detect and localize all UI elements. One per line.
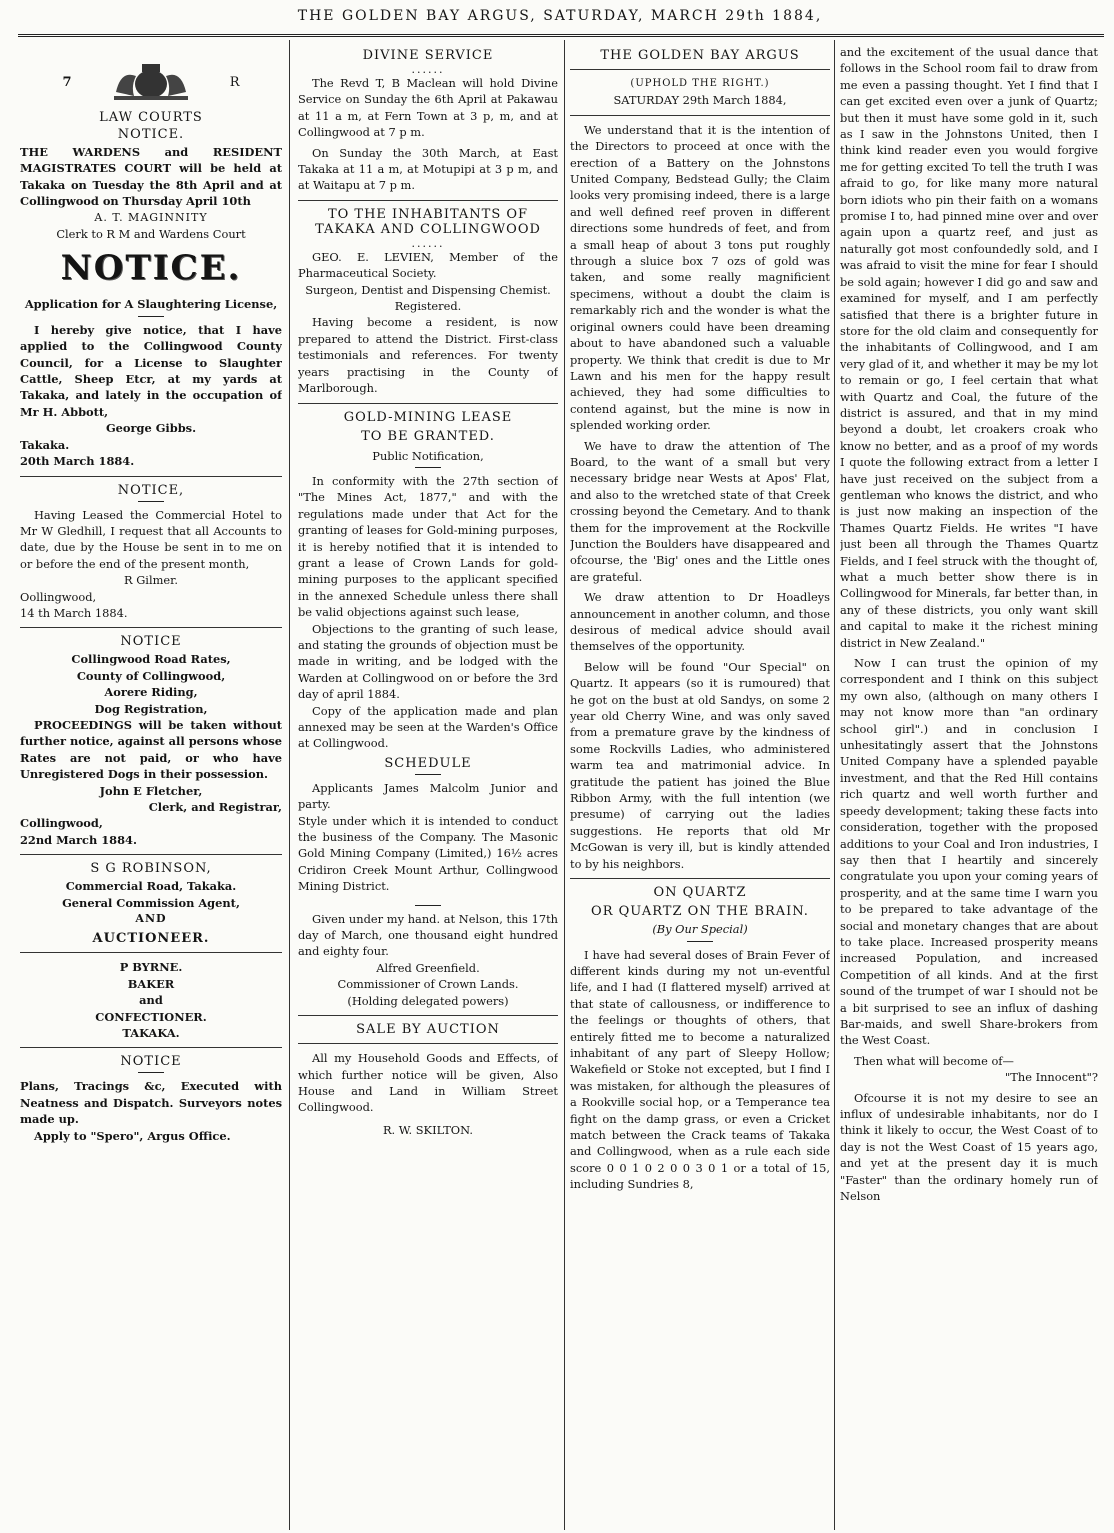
rates-notice-line-4: Dog Registration, bbox=[94, 701, 208, 716]
editorial-masthead: THE GOLDEN BAY ARGUS bbox=[600, 48, 800, 63]
masthead: THE GOLDEN BAY ARGUS, SATURDAY, MARCH 29th 1884, bbox=[297, 8, 823, 24]
given-signatory-title: Commissioner of Crown Lands. bbox=[337, 977, 519, 992]
divider bbox=[687, 941, 713, 942]
masthead-rule bbox=[18, 34, 1104, 37]
rates-notice-heading: NOTICE bbox=[120, 634, 182, 650]
editorial-date: SATURDAY 29th March 1884, bbox=[613, 93, 787, 108]
given-under-hand-paragraph: Given under my hand. at Nelson, this 17th day of March, one thousand eight hundred and eighty four. bbox=[298, 911, 558, 959]
schedule-paragraph-1: Applicants James Malcolm Junior and party. bbox=[298, 780, 558, 812]
quartz-innocent-line: "The Innocent"? bbox=[1005, 1070, 1098, 1085]
schedule-paragraph-2: Style under which it is intended to conduct the business of the Company. The Masonic Gold Mining Company (Limited,) 16½ acres Cridiron Creek Mount Arthur, Collingwood Mining District. bbox=[298, 813, 558, 894]
divider bbox=[415, 905, 441, 906]
hotel-notice-heading: NOTICE, bbox=[117, 482, 185, 498]
gold-lease-paragraph-2: Objections to the granting of such lease, and stating the grounds of objection must be made in writing, and be lodged with the Warden at Collingwood on or before the 3rd day of april 1884. bbox=[298, 621, 558, 702]
rates-notice-line-3: Aorere Riding, bbox=[104, 685, 198, 700]
divine-service-heading: DIVINE SERVICE bbox=[362, 48, 494, 63]
section-rule bbox=[570, 115, 830, 116]
divine-service-paragraph-2: On Sunday the 30th March, at East Takaka at 11 a m, at Motupipi at 3 p m, and at Waitapu at 7 p m. bbox=[298, 145, 558, 193]
rates-notice-line-1: Collingwood Road Rates, bbox=[71, 652, 231, 667]
robinson-ad-trade: General Commission Agent, bbox=[62, 895, 240, 910]
column-2 bbox=[298, 44, 558, 1524]
royal-crest bbox=[20, 62, 282, 106]
section-rule bbox=[298, 1015, 558, 1016]
divider bbox=[415, 774, 441, 775]
slaughter-license-place: Takaka. bbox=[20, 437, 70, 452]
hotel-notice-date: 14 th March 1884. bbox=[20, 605, 128, 620]
slaughter-license-signatory: George Gibbs. bbox=[105, 421, 197, 436]
column-rule-2 bbox=[564, 40, 565, 1530]
divider bbox=[138, 316, 164, 317]
column-rule-1 bbox=[289, 40, 290, 1530]
section-rule bbox=[20, 627, 282, 628]
plans-notice-apply: Apply to "Spero", Argus Office. bbox=[34, 1128, 231, 1143]
given-signatory: Alfred Greenfield. bbox=[376, 960, 480, 975]
editorial-motto: (UPHOLD THE RIGHT.) bbox=[630, 78, 770, 89]
section-rule bbox=[298, 1043, 558, 1044]
gold-lease-heading-1: GOLD-MINING LEASE bbox=[343, 409, 513, 425]
crest-right-letter: R bbox=[229, 74, 240, 90]
levien-ad-line-1: GEO. E. LEVIEN, Member of the Pharmaceutical Society. bbox=[298, 249, 558, 281]
divider bbox=[415, 467, 441, 468]
robinson-ad-and: AND bbox=[135, 912, 167, 926]
column-4 bbox=[840, 44, 1098, 1524]
hotel-notice-body: Having Leased the Commercial Hotel to Mr W Gledhill, I request that all Accounts to date, due by the House be sent in to me on or before the end of the present month, bbox=[20, 507, 282, 571]
notice-banner: NOTICE. bbox=[60, 248, 242, 289]
column-rule-3 bbox=[834, 40, 835, 1530]
rates-notice-signatory-title: Clerk, and Registrar, bbox=[148, 800, 282, 814]
byrne-ad-name: P BYRNE. bbox=[119, 960, 183, 975]
section-rule bbox=[20, 476, 282, 477]
byrne-ad-line-1: BAKER bbox=[127, 976, 175, 991]
quartz-heading-2: OR QUARTZ ON THE BRAIN. bbox=[591, 904, 809, 920]
coat-of-arms-icon bbox=[96, 62, 206, 102]
byrne-ad-line-2: and bbox=[139, 993, 163, 1008]
robinson-ad-auctioneer: AUCTIONEER. bbox=[92, 931, 210, 947]
quartz-paragraph-2: and the excitement of the usual dance that follows in the School room fail to draw from me even a passing thought. Yet I find that I can get excited even over a junk of Quartz; but then it must have some gold in it, such as I saw in the Johnstons United, then I think kind reader even you would forgive me for getting excited To tell the truth I was afraid to go, for like many more natural born idiots who pin their faith on a womans promise I to, had pinned mine over and over again upon a quartz reef, and just as naturally got most confoundedly sold, and I was afraid to visit the mine for fear I should be sold again; however I did go and saw and examined for myself, and I am perfectly satisfied that there is a brighter future in store for the old claim and consequently for the inhabitants of Collingwood, and I am very glad of it, and whether it may be my lot to remain or go, I feel certain that what with Quartz and Coal, the future of the district is assured, and that in my mind beyond a doubt, let croakers croak who know no better, and as a proof of my words I quote the following extract from a letter I have just received on the subject from a gentleman who knows the district, and who is just now making an inspection of the Thames Quartz Fields. He writes "I have just been all through the Thames Quartz Fields, and I feel struck with the thought of, what a much better show there is in Collingwood for Minerals, far better than, in any of these districts, you only want skill and capital to make it the richest mining district in New Zealand." bbox=[840, 45, 1098, 650]
section-rule bbox=[298, 403, 558, 404]
quartz-heading-1: ON QUARTZ bbox=[653, 885, 747, 901]
levien-ad-line-2: Surgeon, Dentist and Dispensing Chemist. Registered. bbox=[305, 282, 551, 314]
given-signatory-powers: (Holding delegated powers) bbox=[347, 993, 509, 1008]
law-notice-signatory: A. T. MAGINNITY bbox=[94, 210, 208, 224]
rates-notice-date: 22nd March 1884. bbox=[20, 832, 137, 847]
plans-notice-body: Plans, Tracings &c, Executed with Neatness and Dispatch. Surveyors notes made up. bbox=[20, 1079, 282, 1127]
column-1 bbox=[20, 44, 282, 1524]
law-notice-heading: NOTICE. bbox=[117, 127, 185, 142]
divine-service-paragraph-1: The Revd T, B Maclean will hold Divine Service on Sunday the 6th April at Pakawau at 11 a m, at Fern Town at 3 p, m, and at Collingwood at 7 p m. bbox=[298, 76, 558, 140]
crest-left-letter: 7 bbox=[62, 74, 72, 90]
rates-notice-line-2: County of Collingwood, bbox=[76, 668, 226, 683]
quartz-byline: (By Our Special) bbox=[652, 922, 748, 937]
law-courts-heading: LAW COURTS bbox=[99, 110, 203, 125]
section-rule bbox=[570, 878, 830, 879]
section-rule bbox=[570, 69, 830, 70]
section-rule bbox=[20, 854, 282, 855]
rates-notice-signatory: John E Fletcher, bbox=[99, 783, 203, 798]
divider bbox=[138, 501, 164, 502]
divider bbox=[138, 1072, 164, 1073]
slaughter-license-date: 20th March 1884. bbox=[20, 454, 135, 469]
gold-lease-paragraph-1: In conformity with the 27th section of "The Mines Act, 1877," and with the regulations made under that Act for the granting of leases for Gold-mining purposes, it is hereby notified that it is intended to grant a lease of Crown Lands for gold-mining purposes to the applicant specified in the annexed Schedule unless there shall be valid objections against such lease, bbox=[298, 473, 558, 620]
quartz-paragraph-5: Ofcourse it is not my desire to see an influx of undesirable inhabitants, nor do I think it likely to occur, the West Coast of to day is not the West Coast of 15 years ago, and yet at the present day it is much "Faster" than the ordinary homely run of Nelson bbox=[840, 1090, 1098, 1204]
dots-divider: ...... bbox=[411, 236, 445, 250]
sale-by-auction-paragraph: All my Household Goods and Effects, of which further notice will be given, Also House and Land in William Street Collingwood. bbox=[298, 1051, 558, 1115]
rates-notice-body: PROCEEDINGS will be taken without further notice, against all persons whose Rates are not paid, or who have Unregistered Dogs in their possession. bbox=[20, 717, 282, 782]
quartz-paragraph-1: I have had several doses of Brain Fever of different kinds during my not un-eventful life, and I had (I flattered myself) arrived at that state of callousness, or indifference to the feelings or thoughts of others, that entirely fitted me to become a naturalized inhabitant of any part of Sleepy Hollow; Wakefield or Stoke not excepted, but I find I was mistaken, for although the pleasures of a Rookville social hop, or a Temperance tea fight on the damp grass, or even a Cricket match between the Crack teams of Takaka and Collingwood, when as a rule each side score 0 0 1 0 2 0 0 3 0 1 or a total of 15, including Sundries 8, bbox=[570, 947, 830, 1192]
law-notice-signatory-title: Clerk to R M and Wardens Court bbox=[56, 227, 246, 242]
section-rule bbox=[20, 952, 282, 953]
gold-lease-paragraph-3: Copy of the application made and plan annexed may be seen at the Warden's Office at Collingwood. bbox=[298, 703, 558, 751]
hotel-notice-signatory: R Gilmer. bbox=[124, 573, 178, 588]
robinson-ad-name: S G ROBINSON, bbox=[90, 861, 212, 877]
section-rule bbox=[298, 200, 558, 201]
law-notice-body: THE WARDENS and RESIDENT MAGISTRATES COURT will be held at Takaka on Tuesday the 8th April and at Collingwood on Thursday April 10th bbox=[20, 145, 282, 209]
byrne-ad-line-4: TAKAKA. bbox=[122, 1026, 180, 1041]
sale-signatory: R. W. SKILTON. bbox=[382, 1122, 473, 1137]
section-rule bbox=[20, 1047, 282, 1048]
dots-divider: ...... bbox=[411, 63, 445, 76]
editorial-paragraph-4: Below will be found "Our Special" on Quartz. It appears (so it is rumoured) that he got on the bust at old Sandys, on some 2 year old Cherry Wine, and was only saved from a premature grave by the kindness of some Rockvills Ladies, who administered warm tea and matrimonial advice. In gratitude the patient has joined the Blue Ribbon Army, with the full intention (we presume) of carrying out the ladies suggestions. He reports that old Mr McGowan is very ill, but is kindly attended to by his neighbors. bbox=[570, 659, 830, 871]
hotel-notice-place: Oollingwood, bbox=[20, 589, 97, 604]
editorial-paragraph-1: We understand that it is the intention of the Directors to proceed at once with the erection of a Battery on the Johnstons United Company, Bedstead Gully; the Claim looks very promising indeed, there is a large and well defined reef proven in different directions some hundreds of feet, and from a small heap of about 3 tons put roughly through a sluice box 7 ozs of gold was taken, and some really magnificient specimens, without a doubt the claim is remarkably rich and the wonder is what the original owners could have been dreaming about to have abandoned such a valuable property. We think that credit is due to Mr Lawn and his men for the happy result achieved, they had some difficulties to contend against, but the mine is now in splended working order. bbox=[570, 122, 830, 433]
sale-by-auction-heading: SALE BY AUCTION bbox=[356, 1022, 500, 1038]
slaughter-license-heading: Application for A Slaughtering License, bbox=[24, 297, 278, 312]
gold-lease-subheading: Public Notification, bbox=[372, 448, 484, 463]
plans-notice-heading: NOTICE bbox=[120, 1054, 182, 1070]
inhabitants-heading: TO THE INHABITANTS OF TAKAKA AND COLLINGWOOD bbox=[315, 206, 541, 237]
robinson-ad-address: Commercial Road, Takaka. bbox=[65, 879, 237, 894]
schedule-heading: SCHEDULE bbox=[384, 755, 472, 771]
byrne-ad-line-3: CONFECTIONER. bbox=[95, 1009, 207, 1024]
quartz-paragraph-3: Now I can trust the opinion of my correspondent and I think on this subject my own also, (although on many others I may not know more than "an ordinary school girl".) and in conclusion I unhesitatingly assert that the Johnstons United Company have a splended payable investment, and that the Red Hill contains rich quartz and well worth further and speedy development; taking these facts into consideration, together with the proposed additions to your Coal and Iron industries, I say then that I heartily and sincerely congratulate you upon your coming years of prosperity, and at the same time I warn you to be prepared to take advantage of the social and monetary changes that are about to take place. Increased prosperity means increased Population, and increased Competition of all kinds. And at the first sound of the trumpet of war I should not be a bit surprised to see an influx of dashing Bar-maids, and swell Share-brokers from the West Coast. bbox=[840, 656, 1098, 1048]
editorial-paragraph-3: We draw attention to Dr Hoadleys announcement in another column, and those desirous of medical advice should avail themselves of the opportunity. bbox=[570, 590, 830, 654]
editorial-paragraph-2: We have to draw the attention of The Board, to the want of a small but very necessary bridge near Wests at Apos' Flat, and also to the wretched state of that Creek crossing beyond the Cemetary. And to thank them for the improvement at the Rockville Junction the Boulders have disappeared and ofcourse, the 'Big' ones and the Little ones are grateful. bbox=[570, 438, 830, 584]
slaughter-license-body: I hereby give notice, that I have applied to the Collingwood County Council, for a License to Slaughter Cattle, Sheep Etcr, at my yards at Takaka, and lately in the occupation of Mr H. Abbott, bbox=[20, 322, 282, 419]
gold-lease-heading-2: TO BE GRANTED. bbox=[361, 428, 495, 444]
levien-ad-paragraph: Having become a resident, is now prepared to attend the District. First-class testimonials and references. For twenty years practising in the County of Marlborough. bbox=[298, 315, 558, 396]
column-3 bbox=[570, 44, 830, 1524]
rates-notice-place: Collingwood, bbox=[20, 816, 103, 831]
quartz-paragraph-4: Then what will become of— bbox=[854, 1053, 1014, 1068]
